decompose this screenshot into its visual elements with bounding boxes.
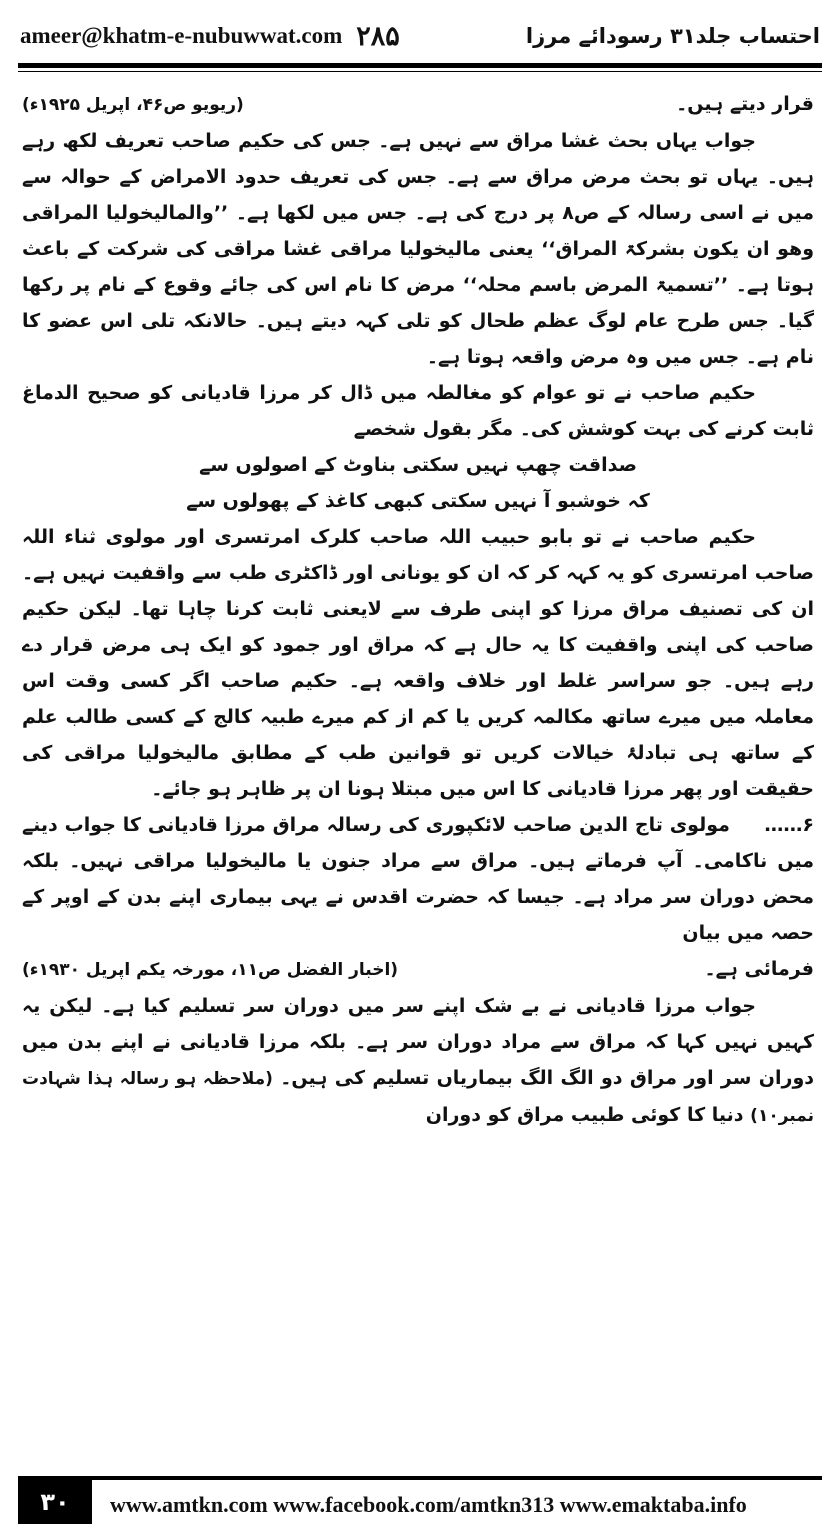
header-rule-thin xyxy=(18,71,822,72)
footer-page-box: ۳۰ xyxy=(18,1480,92,1524)
verse-line-1: صداقت چھپ نہیں سکتی بناوٹ کے اصولوں سے xyxy=(199,454,637,476)
footer-rule xyxy=(18,1476,822,1480)
paragraph-4: حکیم صاحب نے تو بابو حبیب اللہ صاحب کلرک امرتسری اور مولوی ثناء اللہ صاحب امرتسری کو یہ کہہ کر کہ ان کو یونانی اور ڈاکٹری طب سے واقفیت نہیں ہے۔ ان کی تصنیف مراق مرزا کو اپنی طرف سے لایعنی ثابت کرنا چاہا تھا۔ لیکن حکیم صاحب کی اپنی واقفیت کا یہ حال ہے کہ مراق اور جمود کو ایک ہی مرض قرار دے رہے ہیں۔ جو سراسر غلط اور خلاف واقعہ ہے۔ حکیم صاحب اگر کسی وقت اس معاملہ میں میرے ساتھ مکالمہ کریں یا کم از کم میرے طبیہ کالج کے کسی طالب علم کے ساتھ ہی تبادلۂ خیالات کریں تو قوانین طب کے مطابق مالیخولیا مراقی کی حقیقت اور پھر مرزا قادیانی کا اس میں مبتلا ہونا ان پر ظاہر ہو جائے۔ xyxy=(22,526,814,800)
header-email: ameer@khatm-e-nubuwwat.com xyxy=(20,23,343,48)
arabic-quote-1: ’’والمالیخولیا المراقی وھو ان یکون بشرکۃ المراق‘‘ xyxy=(22,202,814,260)
paragraph-6-text: جواب مرزا قادیانی نے بے شک اپنے سر میں دوران سر تسلیم کیا ہے۔ لیکن یہ کہیں نہیں کہا کہ مراق سے مراد دوران سر ہے۔ بلکہ مرزا قادیانی نے اپنے بدن میں دوران سر اور مراق دو الگ الگ بیماریاں تسلیم کی ہیں۔ xyxy=(22,995,814,1089)
paragraph-1-text: قرار دیتے ہیں۔ xyxy=(676,93,814,115)
paragraph-3: حکیم صاحب نے تو عوام کو مغالطہ میں ڈال کر مرزا قادیانی کو صحیح الدماغ ثابت کرنے کی بہت کوشش کی۔ مگر بقول شخصے xyxy=(22,382,814,440)
page-body xyxy=(22,86,814,1470)
section-marker: ۶…… xyxy=(764,814,814,836)
paragraph-5-last: فرمائی ہے۔ xyxy=(704,958,814,980)
reference-review: (ریویو ص۴۶، اپریل ۱۹۲۵ء) xyxy=(22,95,244,115)
header-left xyxy=(20,21,400,52)
paragraph-5 xyxy=(22,807,814,951)
paragraph-6-end: دنیا کا کوئی طبیب مراق کو دوران xyxy=(425,1104,744,1126)
paragraph-5-text: مولوی تاج الدین صاحب لائکپوری کی رسالہ مراق مرزا قادیانی کا جواب دینے میں ناکامی۔ آپ فرماتے ہیں۔ مراق سے مراد جنون یا مالیخولیا مراقی نہیں۔ بلکہ محض دوران سر مراد ہے۔ جیسا کہ حضرت اقدس نے یہی بیماری اپنے بدن کے اوپر کے حصہ میں بیان xyxy=(22,814,814,944)
paragraph-6 xyxy=(22,988,814,1134)
paragraph-2-text: جواب یہاں بحث غشا مراق سے نہیں ہے۔ جس کی حکیم صاحب تعریف لکھ رہے ہیں۔ یہاں تو بحث مرض مراق سے ہے۔ جس کی تعریف حدود الامراض کے حوالہ سے میں نے اسی رسالہ کے ص۸ پر درج کی ہے۔ جس میں لکھا ہے۔ xyxy=(22,130,814,224)
page-header xyxy=(20,16,820,56)
paragraph-2-middle: یعنی مالیخولیا مراقی غشا مراقی کی شرکت کے باعث ہوتا ہے۔ xyxy=(22,238,814,296)
arabic-quote-2: ’’تسمیۃ المرض باسم محلہ‘‘ xyxy=(462,274,729,296)
paragraph-1 xyxy=(22,86,814,123)
page-footer xyxy=(18,1476,822,1526)
book-title: احتساب جلد۳۱ رسودائے مرزا xyxy=(525,24,820,48)
paragraph-2-end: مرض کا نام اس کی جائے وقوع کے نام پر رکھا گیا۔ جس طرح عام لوگ عظم طحال کو تلی کہہ دیتے ہیں۔ حالانکہ تلی اس عضو کا نام ہے۔ جس میں وہ مرض واقعہ ہوتا ہے۔ xyxy=(22,274,814,368)
reference-alfazl: (اخبار الفضل ص۱۱، مورخہ یکم اپریل ۱۹۳۰ء) xyxy=(22,960,399,980)
paragraph-5-last-line xyxy=(22,951,814,988)
paragraph-2 xyxy=(22,123,814,375)
footer-urls: www.amtkn.com www.facebook.com/amtkn313 www.emaktaba.info xyxy=(110,1492,747,1517)
page-number: ۲۸۵ xyxy=(356,20,400,52)
verse-line-2: کہ خوشبو آ نہیں سکتی کبھی کاغذ کے پھولوں سے xyxy=(186,490,650,512)
header-rule-thick xyxy=(18,63,822,68)
reference-testimony: (ملاحظہ ہو رسالہ ہذا شہادت نمبر۱۰) xyxy=(22,1069,814,1126)
